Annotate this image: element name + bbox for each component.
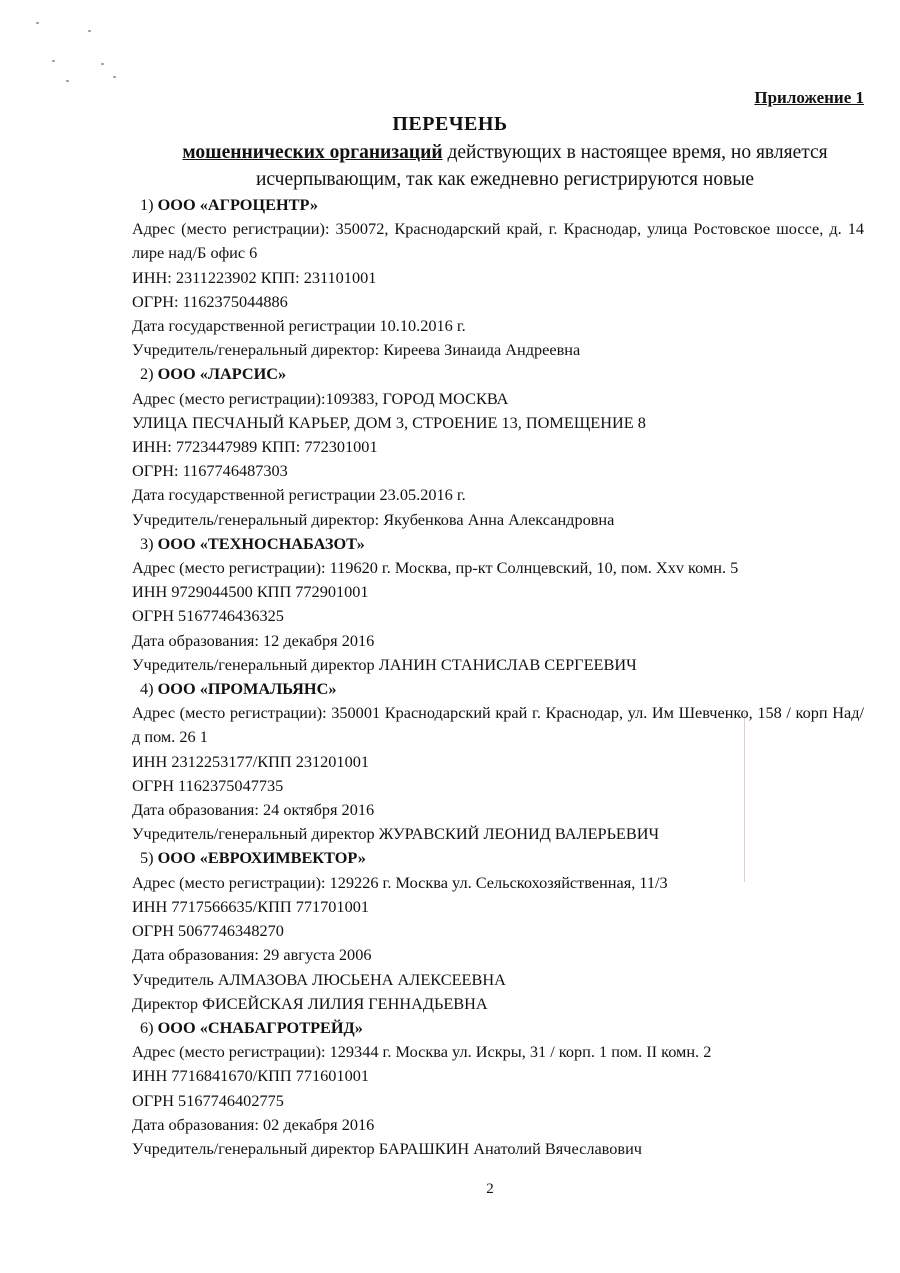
- subtitle-underlined: мошеннических организаций: [182, 142, 443, 163]
- organization-entry: [132, 677, 864, 846]
- organization-heading: [132, 532, 864, 556]
- organization-name: ООО «ЕВРОХИМВЕКТОР»: [157, 848, 366, 868]
- organization-inn: ИНН 9729044500 КПП 772901001: [132, 582, 369, 602]
- organization-heading: [132, 1016, 864, 1040]
- organization-ogrn: ОГРН: 1162375044886: [132, 291, 288, 311]
- organization-date: Дата государственной регистрации 10.10.2016 г.: [132, 316, 466, 336]
- organization-heading: [132, 362, 864, 386]
- organization-inn: ИНН: 7723447989 КПП: 772301001: [132, 437, 378, 457]
- organization-date: Дата образования: 24 октября 2016: [132, 800, 375, 820]
- subtitle-line-1: [110, 139, 900, 166]
- organization-date: Дата образования: 02 декабря 2016: [132, 1114, 375, 1134]
- organization-ogrn: ОГРН 5067746348270: [132, 921, 284, 941]
- organization-heading: [132, 193, 864, 217]
- organization-address: Адрес (место регистрации): 350072, Краснодарский край, г. Краснодар, улица Ростовское шоссе, д. 14 лире над/Б офис 6: [132, 219, 864, 263]
- organization-address: Адрес (место регистрации): 129226 г. Москва ул. Сельскохозяйственная, 11/3: [132, 872, 668, 892]
- organization-inn: ИНН 7717566635/КПП 771701001: [132, 896, 369, 916]
- organizations-list: [132, 193, 864, 1161]
- organization-number: 1): [140, 195, 154, 214]
- subtitle-rest: действующих в настоящее время, но является: [442, 142, 828, 163]
- organization-name: ООО «ТЕХНОСНАБАЗОТ»: [157, 533, 365, 553]
- organization-inn: ИНН 7716841670/КПП 771601001: [132, 1066, 369, 1086]
- organization-founder: Учредитель АЛМАЗОВА ЛЮСЬЕНА АЛЕКСЕЕВНА: [132, 969, 506, 989]
- organization-entry: [132, 532, 864, 677]
- page-number: 2: [486, 1181, 494, 1197]
- organization-name: ООО «ЛАРСИС»: [157, 364, 287, 384]
- organization-ogrn: ОГРН 5167746402775: [132, 1090, 284, 1110]
- organization-inn: ИНН: 2311223902 КПП: 231101001: [132, 267, 377, 287]
- organization-number: 2): [140, 364, 154, 384]
- organization-date: Дата государственной регистрации 23.05.2016 г.: [132, 485, 466, 505]
- organization-ogrn: ОГРН 5167746436325: [132, 606, 284, 626]
- organization-address: Адрес (место регистрации): 350001 Краснодарский край г. Краснодар, ул. Им Шевченко, 158 / корп Над/д пом. 26 1: [132, 703, 864, 747]
- appendix-label: Приложение 1: [754, 88, 864, 107]
- organization-address: Адрес (место регистрации): 119620 г. Москва, пр-кт Солнцевский, 10, пом. Ххv комн. 5: [132, 558, 739, 578]
- organization-address: Адрес (место регистрации): 129344 г. Москва ул. Искры, 31 / корп. 1 пом. II комн. 2: [132, 1042, 712, 1062]
- organization-number: 5): [140, 848, 154, 868]
- organization-director: Учредитель/генеральный директор ЖУРАВСКИЙ ЛЕОНИД ВАЛЕРЬЕВИЧ: [132, 824, 660, 844]
- organization-director: Директор ФИСЕЙСКАЯ ЛИЛИЯ ГЕННАДЬЕВНА: [132, 993, 488, 1013]
- organization-name: ООО «СНАБАГРОТРЕЙД»: [157, 1017, 363, 1037]
- organization-address: Адрес (место регистрации):109383, ГОРОД МОСКВА: [132, 388, 509, 408]
- organization-entry: [132, 362, 864, 531]
- organization-director: Учредитель/генеральный директор БАРАШКИН Анатолий Вячеславович: [132, 1138, 642, 1158]
- organization-inn: ИНН 2312253177/КПП 231201001: [132, 751, 369, 771]
- organization-number: 4): [140, 679, 154, 699]
- organization-director: Учредитель/генеральный директор: Якубенкова Анна Александровна: [132, 509, 615, 529]
- organization-heading: [132, 846, 864, 870]
- organization-ogrn: ОГРН 1162375047735: [132, 775, 284, 795]
- organization-entry: [132, 846, 864, 1015]
- organization-ogrn: ОГРН: 1167746487303: [132, 461, 288, 481]
- organization-number: 3): [140, 533, 154, 553]
- organization-name: ООО «ПРОМАЛЬЯНС»: [157, 679, 337, 699]
- organization-director: Учредитель/генеральный директор: Киреева Зинаида Андреевна: [132, 340, 581, 360]
- organization-name: ООО «АГРОЦЕНТР»: [157, 195, 319, 214]
- organization-number: 6): [140, 1017, 154, 1037]
- organization-heading: [132, 677, 864, 701]
- document-subtitle: [110, 139, 900, 193]
- organization-director: Учредитель/генеральный директор ЛАНИН СТАНИСЛАВ СЕРГЕЕВИЧ: [132, 654, 637, 674]
- organization-entry: [132, 193, 864, 362]
- organization-date: Дата образования: 12 декабря 2016: [132, 630, 375, 650]
- organization-entry: [132, 1016, 864, 1161]
- subtitle-line-2: исчерпывающим, так как ежедневно регистрируются новые: [255, 169, 755, 190]
- organization-date: Дата образования: 29 августа 2006: [132, 945, 372, 965]
- document-title: ПЕРЕЧЕНЬ: [392, 113, 508, 135]
- organization-address-line-2: УЛИЦА ПЕСЧАНЫЙ КАРЬЕР, ДОМ 3, СТРОЕНИЕ 13, ПОМЕЩЕНИЕ 8: [132, 412, 646, 432]
